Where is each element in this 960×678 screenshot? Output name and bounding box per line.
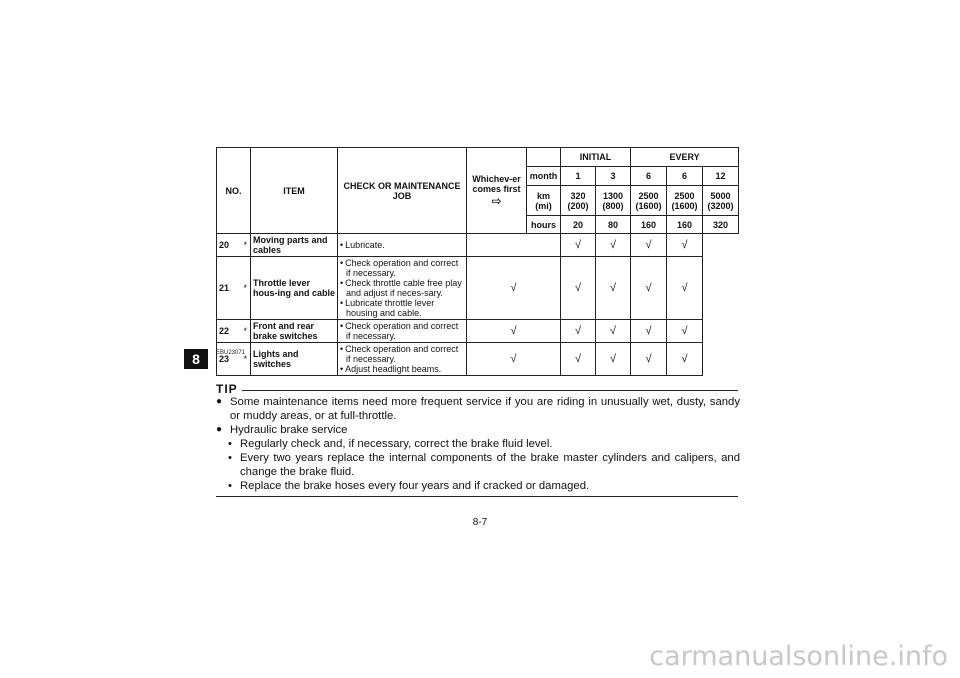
interval-value: 80 [596, 216, 631, 234]
job-line: • Lubricate throttle lever housing and cable. [340, 298, 464, 318]
tip-text: Hydraulic brake service [230, 424, 348, 436]
check-cell: √ [667, 343, 703, 376]
interval-value: 6 [667, 167, 703, 186]
interval-value: 2500 (1600) [631, 186, 667, 216]
check-cell: √ [596, 343, 631, 376]
interval-value: 2500 (1600) [667, 186, 703, 216]
table-row [217, 234, 739, 257]
interval-value: 5000 (3200) [703, 186, 739, 216]
tip-subtext: Every two years replace the internal components of the brake master cylinders and calipers, and change the brake fluid. [240, 452, 740, 478]
header-item: ITEM [251, 148, 338, 234]
whichever-text: Whichev-er comes first [472, 174, 521, 194]
arrow-right-icon: ⇨ [491, 194, 502, 208]
row-star: * [241, 320, 251, 343]
header-initial: INITIAL [561, 148, 631, 167]
tip-top-rule [216, 390, 738, 391]
tip-heading [216, 380, 738, 394]
bullet-dot-icon: • [228, 438, 232, 450]
row-job [338, 343, 467, 376]
check-cell: √ [631, 234, 667, 257]
sub-list-item [216, 451, 740, 479]
unit-km: km (mi) [527, 186, 561, 216]
bullet-dot-icon: • [228, 452, 232, 464]
check-cell: √ [596, 257, 631, 320]
row-item: Front and rear brake switches [251, 320, 338, 343]
table-row [217, 257, 739, 320]
header-whichever [467, 148, 527, 234]
row-job [338, 234, 467, 257]
header-every: EVERY [631, 148, 739, 167]
row-item: Throttle lever hous-ing and cable [251, 257, 338, 320]
table-row [217, 320, 739, 343]
check-cell: √ [561, 234, 596, 257]
row-job [338, 320, 467, 343]
header-job: CHECK OR MAINTENANCE JOB [338, 148, 467, 234]
row-no: 22 [217, 320, 241, 343]
check-cell: √ [631, 343, 667, 376]
row-star: * [241, 257, 251, 320]
row-star: * [241, 234, 251, 257]
tip-subtext: Regularly check and, if necessary, correct the brake fluid level. [240, 438, 553, 450]
check-cell [467, 234, 561, 257]
sub-list-item [216, 479, 740, 493]
interval-value: 160 [667, 216, 703, 234]
interval-value: 6 [631, 167, 667, 186]
unit-month: month [527, 167, 561, 186]
check-cell: √ [596, 320, 631, 343]
check-cell: √ [561, 320, 596, 343]
bullet-circle-icon: ● [216, 424, 223, 435]
table-row [217, 343, 739, 376]
unit-hours: hours [527, 216, 561, 234]
tip-label: TIP [216, 382, 242, 396]
check-cell: √ [631, 320, 667, 343]
header-blank [527, 148, 561, 167]
list-item [216, 395, 740, 423]
row-no: 23 [217, 343, 241, 376]
job-line: • Check operation and correct if necessary. [340, 344, 464, 364]
reference-code: EBU23071 [216, 350, 246, 356]
check-cell: √ [596, 234, 631, 257]
maintenance-table [216, 147, 739, 376]
tip-subtext: Replace the brake hoses every four years and if cracked or damaged. [240, 480, 590, 492]
row-no: 21 [217, 257, 241, 320]
job-line: • Check throttle cable free play and adjust if neces-sary. [340, 278, 464, 298]
check-cell: √ [631, 257, 667, 320]
interval-value: 320 (200) [561, 186, 596, 216]
list-item [216, 423, 740, 437]
check-cell: √ [667, 257, 703, 320]
check-cell: √ [561, 343, 596, 376]
tip-body [216, 395, 740, 493]
sub-list-item [216, 437, 740, 451]
row-job [338, 257, 467, 320]
check-cell: √ [467, 343, 561, 376]
job-line: • Check operation and correct if necessary. [340, 258, 464, 278]
check-cell: √ [667, 320, 703, 343]
row-no: 20 [217, 234, 241, 257]
job-line: • Lubricate. [340, 240, 464, 250]
check-cell: √ [561, 257, 596, 320]
row-item: Moving parts and cables [251, 234, 338, 257]
page-number: 8-7 [472, 517, 488, 528]
interval-value: 12 [703, 167, 739, 186]
job-line: • Check operation and correct if necessary. [340, 321, 464, 341]
interval-value: 3 [596, 167, 631, 186]
interval-value: 320 [703, 216, 739, 234]
bullet-circle-icon: ● [216, 396, 223, 407]
interval-value: 20 [561, 216, 596, 234]
job-line: • Adjust headlight beams. [340, 364, 464, 374]
check-cell: √ [467, 257, 561, 320]
tip-text: Some maintenance items need more frequent service if you are riding in unusually wet, dusty, sandy or muddy areas, or at full-throttle. [230, 396, 740, 422]
row-star: * [241, 343, 251, 376]
bullet-dot-icon: • [228, 480, 232, 492]
check-cell: √ [467, 320, 561, 343]
check-cell: √ [667, 234, 703, 257]
chapter-tab: 8 [184, 349, 208, 369]
row-item: Lights and switches [251, 343, 338, 376]
interval-value: 1 [561, 167, 596, 186]
interval-value: 160 [631, 216, 667, 234]
tip-bottom-rule [216, 496, 738, 497]
header-no: NO. [217, 148, 251, 234]
watermark: carmanualsonline.info [649, 641, 948, 672]
interval-value: 1300 (800) [596, 186, 631, 216]
